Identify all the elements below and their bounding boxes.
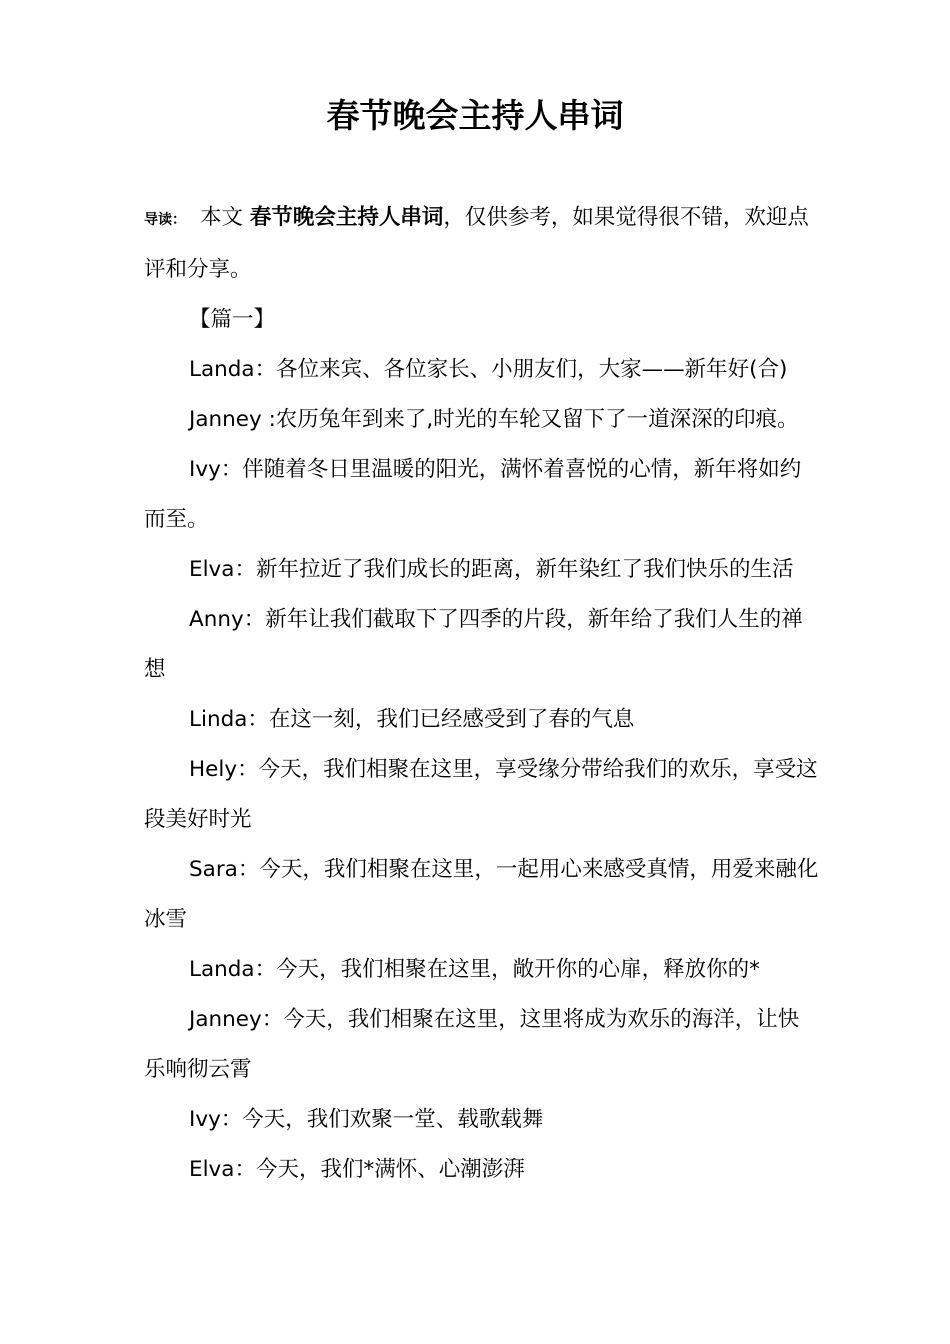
speaker-name: Landa <box>189 357 255 382</box>
dialogue-line <box>144 1095 820 1145</box>
intro-prefix: 本文 <box>200 205 250 230</box>
dialogue-text: ：今天，我们相聚在这里，敞开你的心扉，释放你的* <box>254 957 760 982</box>
dialogue-text: ：伴随着冬日里温暖的阳光，满怀着喜悦的心情，新年将如约而至。 <box>144 457 802 532</box>
dialogue-line <box>144 1145 820 1195</box>
speaker-name: Linda <box>189 707 248 732</box>
speaker-name: Landa <box>189 957 255 982</box>
dialogue-text: ：今天，我们相聚在这里，这里将成为欢乐的海洋，让快乐响彻云霄 <box>144 1007 800 1082</box>
dialogue-line <box>144 845 820 945</box>
speaker-name: Elva <box>189 557 235 582</box>
dialogue-text: ：新年拉近了我们成长的距离，新年染红了我们快乐的生活 <box>234 557 794 582</box>
speaker-name: Ivy <box>189 457 221 482</box>
speaker-name: Ivy <box>189 1107 221 1132</box>
document-title: 春节晚会主持人串词 <box>326 96 624 135</box>
dialogue-text: ：今天，我们相聚在这里，享受缘分带给我们的欢乐，享受这段美好时光 <box>144 757 818 832</box>
dialogue-text: ：今天，我们欢聚一堂、载歌载舞 <box>220 1107 544 1132</box>
dialogue-line <box>144 745 820 845</box>
intro-paragraph <box>144 193 820 295</box>
dialogue-text: ：今天，我们相聚在这里，一起用心来感受真情，用爱来融化冰雪 <box>144 857 819 932</box>
document-body <box>144 193 820 1195</box>
speaker-name: Janney <box>189 1007 262 1032</box>
speaker-name: Anny <box>189 607 244 632</box>
dialogue-line <box>144 545 820 595</box>
section-heading: 【篇一】 <box>189 307 276 332</box>
dialogue-text: ：今天，我们*满怀、心潮澎湃 <box>234 1157 525 1182</box>
dialogue-text: ：在这一刻，我们已经感受到了春的气息 <box>247 707 635 732</box>
dialogue-line <box>144 695 820 745</box>
speaker-name: Elva <box>189 1157 235 1182</box>
dialogue-text: :农历兔年到来了,时光的车轮又留下了一道深深的印痕。 <box>261 407 799 432</box>
intro-label: 导读： <box>144 212 186 228</box>
dialogue-text: ：各位来宾、各位家长、小朋友们，大家——新年好(合) <box>254 357 788 382</box>
dialogue-line <box>144 945 820 995</box>
intro-bold-title: 春节晚会主持人串词 <box>249 205 444 230</box>
speaker-name: Janney <box>189 407 262 432</box>
intro-suffix: ，仅供参考，如果觉得很不错，欢迎点评和分享。 <box>144 205 809 282</box>
dialogue-line <box>144 445 820 545</box>
dialogue-line <box>144 595 820 695</box>
speaker-name: Hely <box>189 757 238 782</box>
dialogue-line <box>144 395 820 445</box>
dialogue-line <box>144 995 820 1095</box>
speaker-name: Sara <box>189 857 238 882</box>
dialogue-text: ：新年让我们截取下了四季的片段，新年给了我们人生的禅想 <box>144 607 803 682</box>
dialogue-line <box>144 345 820 395</box>
